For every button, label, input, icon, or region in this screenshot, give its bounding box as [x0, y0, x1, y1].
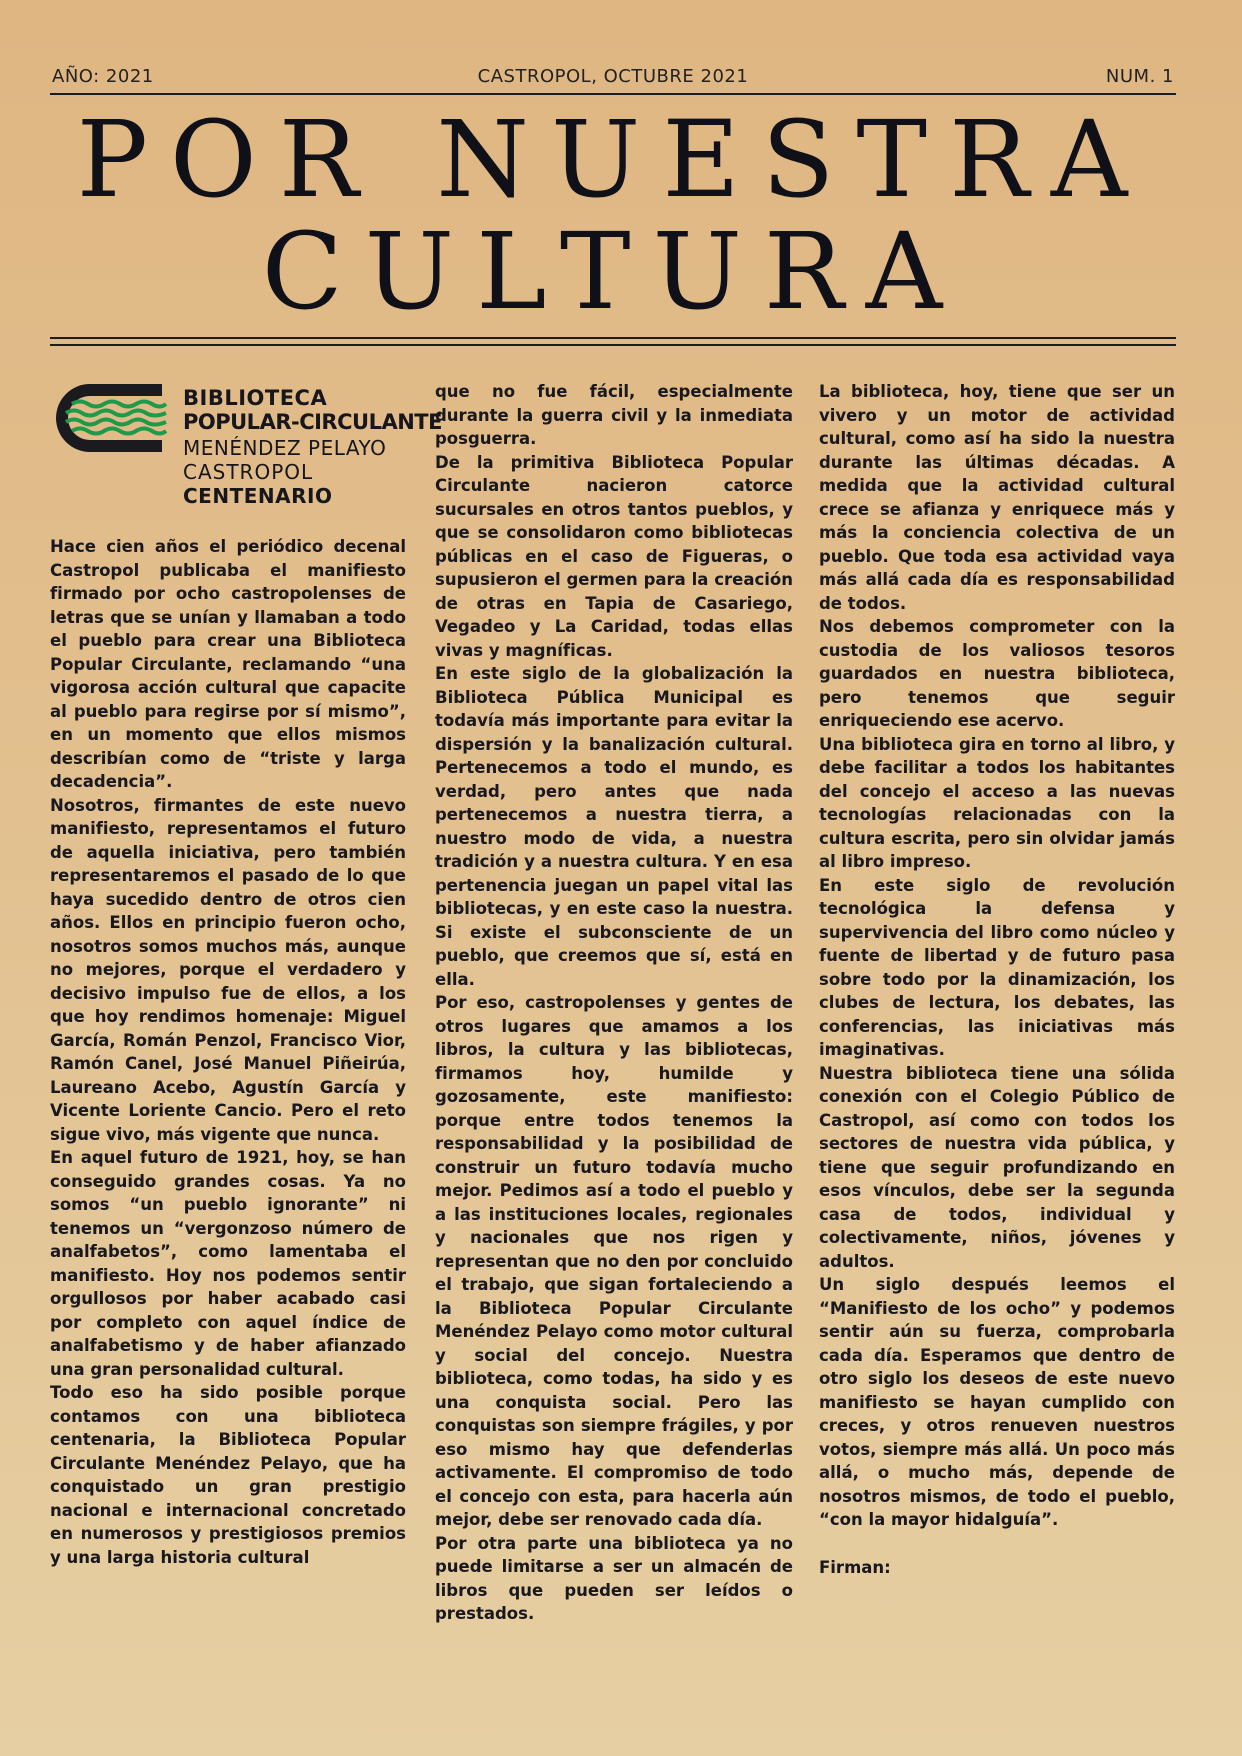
paragraph: Nuestra biblioteca tiene una sólida conexión con el Colegio Público de Castropol, así como con todos los sectores de nuestra vida pública, y tiene que seguir profundizando en esos vínculos, debe ser la segunda casa de todos, individual y colectivamente, niños, jóvenes y adultos.	[819, 1063, 1175, 1271]
page-title	[50, 98, 1176, 333]
issue-number: NUM. 1	[1105, 66, 1174, 87]
paragraph: Hace cien años el periódico decenal Castropol publicaba el manifiesto firmado por ocho castropolenses de letras que se unían y llamaban a todo el pueblo para crear una Biblioteca Popular Circulante, reclamando “una vigorosa acción cultural que capacite al pueblo para regirse por sí mismo”, en un momento que ellos mismos describían como de “triste y larga decadencia”.	[50, 537, 406, 791]
title-line-1: POR NUESTRA	[76, 98, 1150, 221]
double-rule-bottom	[50, 344, 1176, 346]
issue-year: AÑO: 2021	[52, 66, 154, 87]
logo-text-line-5: CENTENARIO	[183, 484, 333, 508]
top-rule	[50, 93, 1176, 95]
logo-text-line-1: BIBLIOTECA	[183, 386, 328, 410]
masthead	[50, 62, 1176, 94]
logo-text-line-3: MENÉNDEZ PELAYO	[183, 436, 387, 460]
paragraph: que no fue fácil, especialmente durante la guerra civil y la inmediata posguerra.	[435, 382, 793, 448]
title-line-2: CULTURA	[261, 210, 965, 333]
paragraph: En aquel futuro de 1921, hoy, se han conseguido grandes cosas. Ya no somos “un pueblo ignorante” ni tenemos un “vergonzoso número de analfabetos”, como lamentaba el manifiesto. Hoy nos podemos sentir orgullosos por haber acabado casi por completo con aquel índice de analfabetismo y de haber afianzado una gran personalidad cultural.	[50, 1148, 406, 1379]
paragraph: Nosotros, firmantes de este nuevo manifiesto, representamos el futuro de aquella iniciativa, pero también representaremos el pasado de lo que haya sucedido dentro de otros cien años. Ellos en principio fueron ocho, nosotros somos muchos más, aunque no mejores, porque el verdadero y decisivo impulso fue de ellos, a los que hoy rendimos homenaje: Miguel García, Román Penzol, Francisco Vior, Ramón Canel, José Manuel Piñeirúa, Laureano Acebo, Agustín García y Vicente Loriente Cancio. Pero el reto sigue vivo, más vigente que nunca.	[50, 795, 406, 1144]
paragraph: Nos debemos comprometer con la custodia de los valiosos tesoros guardados en nuestra biblioteca, pero tenemos que seguir enriqueciendo ese acervo.	[819, 617, 1175, 730]
paragraph: Por eso, castropolenses y gentes de otros lugares que amamos a los libros, la cultura y las bibliotecas, firmamos hoy, humilde y gozosamente, este manifiesto: porque entre todos tenemos la responsabilidad y la posibilidad de construir un futuro todavía mucho mejor. Pedimos así a todo el pueblo y a las instituciones locales, regionales y nacionales que nos rigen y representan que no den por concluido el trabajo, que sigan fortaleciendo a la Biblioteca Popular Circulante Menéndez Pelayo como motor cultural y social del concejo. Nuestra biblioteca, como todas, ha sido y es una conquista social. Pero las conquistas son siempre frágiles, y por eso mismo hay que defenderlas activamente. El compromiso de todo el concejo con esta, para hacerla aún mejor, debe ser renovado cada día.	[435, 993, 793, 1529]
place-date: CASTROPOL, OCTUBRE 2021	[477, 66, 749, 87]
paragraph: Un siglo después leemos el “Manifiesto de los ocho” y podemos sentir aún su fuerza, comprobarla cada día. Esperamos que dentro de otro siglo los deseos de este nuevo manifiesto se hayan cumplido con creces, y otros renueven nuestros votos, siempre más allá. Un poco más allá, o mucho más, depende de nosotros mismos, de todo el pueblo, “con la mayor hidalguía”.	[819, 1275, 1175, 1529]
column-2	[435, 380, 793, 1626]
paragraph: En este siglo de revolución tecnológica la defensa y supervivencia del libro como núcleo y fuente de libertad y de futuro pasa sobre todo por la dinamización, los clubes de lectura, los debates, las conferencias, las iniciativas más imaginativas.	[819, 875, 1175, 1059]
paragraph: La biblioteca, hoy, tiene que ser un vivero y un motor de actividad cultural, como así ha sido la nuestra durante las últimas décadas. A medida que la actividad cultural crece se afianza y enriquece más y más la conciencia colectiva de un pueblo. Que toda esa actividad vaya más allá cada día es responsabilidad de todos.	[819, 382, 1175, 613]
logo-text-line-2: POPULAR-CIRCULANTE	[183, 410, 442, 434]
library-logo-mark	[50, 378, 170, 458]
double-rule-top	[50, 337, 1176, 339]
column-1	[50, 535, 406, 1569]
paragraph: Por otra parte una biblioteca ya no puede limitarse a ser un almacén de libros que pueden ser leídos o prestados.	[435, 1533, 793, 1623]
paragraph: Todo eso ha sido posible porque contamos con una biblioteca centenaria, la Biblioteca Popular Circulante Menéndez Pelayo, que ha conquistado un gran prestigio nacional e internacional concretado en numerosos y prestigiosos premios y una larga historia cultural	[50, 1383, 406, 1567]
signature-label: Firman:	[819, 1557, 891, 1577]
paragraph: Una biblioteca gira en torno al libro, y debe facilitar a todos los habitantes del concejo el acceso a las nuevas tecnologías relacionadas con la cultura escrita, pero sin olvidar jamás al libro impreso.	[819, 734, 1175, 871]
paragraph: De la primitiva Biblioteca Popular Circulante nacieron catorce sucursales en otros tantos pueblos, y que se consolidaron como bibliotecas públicas en el caso de Figueras, o supusieron el germen para la creación de otras en Tapia de Casariego, Vegadeo y La Caridad, todas ellas vivas y magníficas.	[435, 452, 793, 660]
logo-text-line-4: CASTROPOL	[183, 460, 314, 484]
column-3	[819, 380, 1175, 1579]
paragraph: En este siglo de la globalización la Biblioteca Pública Municipal es todavía más importante para evitar la dispersión y la banalización cultural. Pertenecemos a todo el mundo, es verdad, pero antes que nada pertenecemos a nuestra tierra, a nuestro modo de vida, a nuestra tradición y a nuestra cultura. Y en esa pertenencia juegan un papel vital las bibliotecas, y en este caso la nuestra. Si existe el subconsciente de un pueblo, que creemos que sí, está en ella.	[435, 664, 793, 989]
library-logo	[50, 378, 442, 508]
